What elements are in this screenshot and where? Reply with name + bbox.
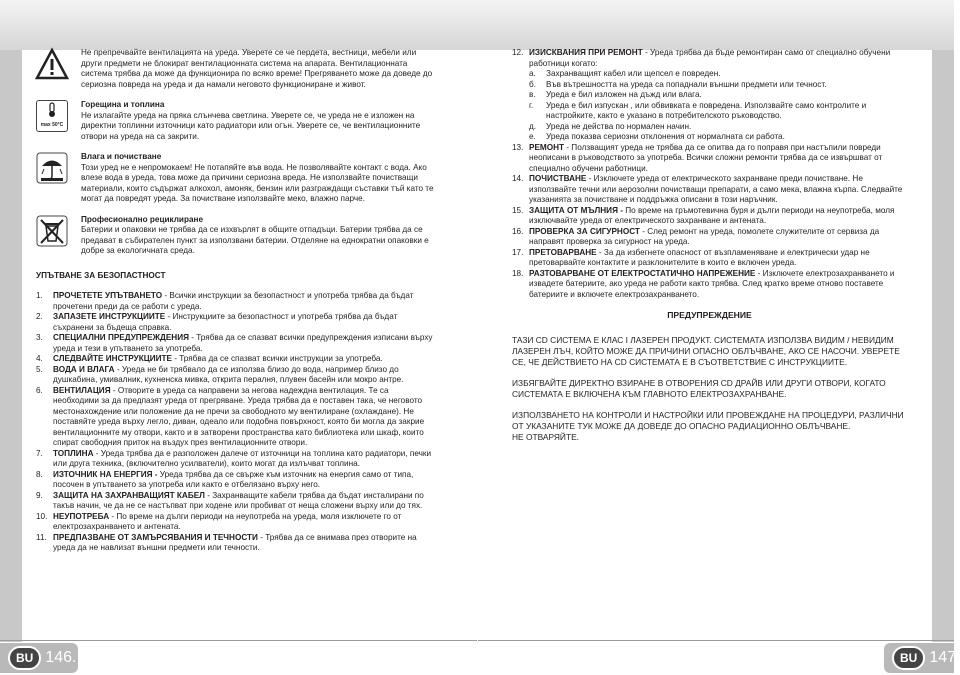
item-text: - Изключете уреда от електрическото захранване преди почистване. Не използвайте течни или аерозолни почистващи препарати, а само мека, влажна кърпа. Следвайте указанията за почистване и поддръжка описани в този наръчник. — [529, 174, 903, 204]
list-item — [36, 449, 436, 470]
repair-conditions-list — [512, 69, 907, 143]
sub-list-item — [512, 69, 907, 80]
sub-item-text: Захранващият кабел или щепсел е повреден. — [546, 69, 721, 78]
safety-list-continued — [512, 143, 907, 301]
sub-item-letter: в. — [529, 90, 536, 99]
recycling-bin-icon — [36, 215, 68, 247]
sub-list-item — [512, 101, 907, 122]
item-number: 14. — [512, 174, 524, 183]
item-title: ПРОВЕРКА ЗА СИГУРНОСТ — [529, 226, 640, 236]
list-item — [512, 174, 907, 206]
sub-list-item — [512, 80, 907, 91]
item-title: ПРЕТОВАРВАНЕ — [529, 247, 597, 257]
sub-item-letter: г. — [529, 100, 534, 110]
list-item — [36, 333, 436, 354]
warning-paragraph: ИЗБЯГВАЙТЕ ДИРЕКТНО ВЗИРАНЕ В ОТВОРЕНИЯ CD ДРАЙВ ИЛИ ДРУГИ ОТВОРИ, КОГАТО СИСТЕМАТА Е ВКЛЮЧЕНА КЪМ ГЛАВНОТО ЕЛЕКТРОЗАХРАНВАНЕ. — [512, 377, 886, 399]
item-title: ПОЧИСТВАНЕ — [529, 174, 587, 183]
item-text: - Уреда не би трябвало да се използва близо до вода, например близо до душкабина, умивалник, кухненска мивка, открита пералня, плувен басейн или мокро антре. — [53, 364, 404, 384]
warning-triangle-icon — [36, 48, 68, 80]
list-item — [512, 143, 907, 175]
page-number: 147. — [929, 649, 960, 666]
item-text: По време на гръмотевична буря и дълги периоди на неупотреба, моля изключвайте уреда от електрическото захранване и антената. — [529, 205, 895, 225]
heat-title: Горещина и топлина — [81, 100, 165, 109]
item-title: ТОПЛИНА — [53, 448, 94, 458]
sub-item-letter: а. — [529, 69, 536, 78]
list-item — [36, 386, 436, 449]
item-text: - Изключете електрозахранването и извадете батериите, ако уреда не работи както трябва. След кратко време отново поставете батериите и включете електрозахранването. — [529, 268, 895, 299]
sub-item-text: Уреда не действа по нормален начин. — [546, 121, 692, 131]
list-item — [512, 206, 907, 227]
item-title: ВОДА И ВЛАГА — [53, 364, 115, 374]
sub-item-text: Уреда е бил изпускан , или обвивката е повредена. Използвайте само контролите и настройките, както е указано в потребителското ръководство. — [546, 100, 867, 120]
heat-icon-label: max 50°C — [40, 121, 64, 128]
warning-title: ПРЕДУПРЕЖДЕНИЕ — [667, 310, 752, 320]
item-title: ИЗИСКВАНИЯ ПРИ РЕМОНТ — [529, 48, 643, 57]
item-text: - Уреда трябва да е разположен далече от източници на топлина като радиатори, печки или друга техника, (включително усилватели), които могат да излъчват топлина. — [53, 448, 432, 468]
item-number: 9. — [36, 490, 43, 500]
item-number: 5. — [36, 364, 43, 374]
warning-text: Не препречвайте вентилацията на уреда. Уверете се че пердета, вестници, мебели или други предмети не блокират вентилационната система на апарата. Вентилационната система трябва да може да функционира по всяко време! Прегряването може да доведе до сериозна повреда на уреда и да намали неговото функциониране и живот. — [81, 48, 433, 89]
item-number: 4. — [36, 354, 43, 363]
laser-warning — [512, 335, 907, 443]
item-number: 2. — [36, 312, 43, 321]
item-title: СПЕЦИАЛНИ ПРЕДУПРЕЖДЕНИЯ — [53, 333, 189, 342]
safety-list — [36, 291, 436, 554]
list-item — [36, 491, 436, 512]
sub-item-text: Във вътрешността на уреда са попаднали външни предмети или течност. — [546, 79, 827, 89]
item-number: 18. — [512, 268, 524, 278]
item-text: - Ползващият уреда не трябва да се опитва да го поправя при настъпили повреди неописани в ръководството за употреба. Всички сложни ремонти трябва да се извършват от специално обучени работници. — [529, 142, 883, 173]
item-number: 16. — [512, 226, 524, 236]
item-number: 15. — [512, 205, 524, 215]
section-title: УПЪТВАНЕ ЗА БЕЗОПАСТНОСТ — [36, 270, 166, 280]
recycling-text: Батерии и опаковки не трябва да се изхвърлят в общите отпадъци. Батерии трябва да се предават в събирателен пункт за използвани батерии. Отделяне на еднократни опаковки е добре за екологичната среда. — [81, 225, 429, 255]
recycling-title: Професионално рециклиране — [81, 214, 204, 224]
item-title: ЗАЩИТА ОТ МЪЛНИЯ - — [529, 205, 623, 215]
item-number: 17. — [512, 247, 524, 257]
language-badge: BU — [8, 646, 41, 670]
page-number: 146. — [45, 649, 77, 666]
list-item — [36, 354, 436, 365]
item-title: СЛЕДВАЙТЕ ИНСТРУКЦИИТЕ — [53, 354, 172, 363]
sub-list-item — [512, 122, 907, 133]
list-item — [512, 227, 907, 248]
item-number: 8. — [36, 469, 43, 479]
item-number: 13. — [512, 142, 524, 152]
item-title: ЗАЩИТА НА ЗАХРАНВАЩИЯТ КАБЕЛ — [53, 490, 205, 500]
item-number: 12. — [512, 48, 524, 57]
item-text: - Трябва да се внимава през отворите на уреда да не навлизат външни предмети или течности. — [53, 532, 417, 552]
page-number-badge-right — [884, 643, 960, 673]
list-item — [36, 533, 436, 554]
list-item — [512, 269, 907, 301]
footer-line-left — [0, 640, 477, 641]
item-title: ПРЕДПАЗВАНЕ ОТ ЗАМЪРСЯВАНИЯ И ТЕЧНОСТИ — [53, 532, 258, 542]
sub-item-text: Уреда показва сериозни отклонения от нормалната си работа. — [546, 132, 785, 141]
right-margin-bar — [932, 50, 954, 642]
item-text: - Захранващите кабели трябва да бъдат инсталирани по такъв начин, че да не се настъпват при ходене или пробиват от неща сложени върху или до тях. — [53, 490, 424, 510]
list-item — [36, 365, 436, 386]
item-text: - Трябва да се спазват всички инструкции за употреба. — [171, 354, 383, 363]
item-title: ИЗТОЧНИК НА ЕНЕРГИЯ - — [53, 469, 158, 479]
list-item — [36, 291, 436, 312]
item-number: 10. — [36, 511, 48, 521]
item-text: - Трябва да се спазват всички предупреждения изписани върху уреда и тези в упътването за употреба. — [53, 333, 433, 353]
item-title: РАЗТОВАРВАНЕ ОТ ЕЛЕКТРОСТАТИЧНО НАПРЕЖЕНИЕ — [529, 268, 756, 278]
item-title: ЗАПАЗЕТЕ ИНСТРУКЦИИТЕ — [53, 312, 166, 321]
heat-icon — [36, 100, 68, 132]
item-text: - Отворите в уреда са направени за негова надеждна вентилация. Те са необходими за да предпазят уреда от прегряване. Уреда трябва да е поставен така, че неговото местонахождение или положение да не пречи за свободното му вентилиране (охлаждане). Не поставяйте уреда върху легло, диван, одеало или подобна повърхност, която би могла да закрие вентилационните му отвори, както и в затворени пространства като библиотека или шкаф, които спират свободния приток на въздух през вентилационните отвори. — [53, 385, 425, 447]
left-page-content — [36, 48, 436, 554]
left-margin-bar — [0, 50, 22, 642]
sub-item-text: Уреда е бил изложен на дъжд или влага. — [546, 90, 702, 99]
item-title: НЕУПОТРЕБА — [53, 511, 110, 521]
sub-item-letter: б. — [529, 79, 536, 89]
moisture-text: Този уред не е непромокаем! Не потапяйте във вода. Не позволявайте контакт с вода. Ако влезе вода в уреда, това може да причини сериозна вреда. Не използвайте почистващи материали, които съдържат алкохол, амоняк, бензин или разграждащи съставки тъй като те могат да повредят уреда. За почистване използвайте меко, влажно парче. — [81, 162, 434, 203]
list-item — [512, 248, 907, 269]
list-item — [36, 312, 436, 333]
warning-paragraph: НЕ ОТВАРЯЙТЕ. — [512, 431, 579, 442]
item-text: - Инструкциите за безопастност и употреба трябва да бъдат съхранени за бъдеща справка. — [53, 312, 398, 332]
item-number: 7. — [36, 448, 43, 458]
item-title: РЕМОНТ — [529, 142, 565, 152]
right-page-content — [512, 48, 907, 453]
page-number-badge-left — [0, 643, 78, 673]
warning-paragraph: ИЗПОЛЗВАНЕТО НА КОНТРОЛИ И НАСТРОЙКИ ИЛИ ПРОВЕЖДАНЕ НА ПРОЦЕДУРИ, РАЗЛИЧНИ ОТ УКАЗАНИТЕ ТУК МОЖЕ ДА ДОВЕДЕ ДО ОПАСНО РАДИАЦИОННО ОБЛЪЧВАНЕ. — [512, 409, 904, 431]
item-number: 3. — [36, 333, 43, 342]
moisture-warning — [36, 152, 436, 205]
item-text: - За да избегнете опасност от възпламеняване и електрически удар не претоварвайте контактите и разклонителите в които е включен уреда. — [529, 247, 870, 267]
item-title: ВЕНТИЛАЦИЯ — [53, 385, 111, 395]
list-item — [36, 512, 436, 533]
heat-text: Не излагайте уреда на пряка слънчева светлина. Уверете се, че уреда не е изложен на директни топлинни източници като радиатори или огън. Уверете се, че вентилационните отвори на уреда на са закрити. — [81, 110, 421, 141]
language-badge: BU — [892, 646, 925, 670]
warning-paragraph: ТАЗИ CD СИСТЕМА Е КЛАС I ЛАЗЕРЕН ПРОДУКТ. СИСТЕМАТА ИЗПОЛЗВА ВИДИМ / НЕВИДИМ ЛАЗЕРЕН ЛЪЧ, КОЙТО МОЖЕ ДА ПРИЧИНИ ОПАСНО ОБЛЪЧВАНЕ, АКО СЕ НАСОЧИ. УВЕРЕТЕ СЕ, ЧЕ ДЕЙСТВИЕТО НА CD СИСТЕМАТА Е В СЪОТВЕТСТВИЕ С ИНСТРУКЦИИТЕ. — [512, 334, 900, 367]
item-text: - След ремонт на уреда, помолете служителите от сервиза да направят проверка за сигурност на уреда. — [529, 226, 880, 246]
item-text: - По време на дълги периоди на неупотреба на уреда, моля изключете го от електрозахранването и антената. — [53, 511, 402, 531]
list-item — [512, 48, 907, 69]
moisture-title: Влага и почистване — [81, 152, 162, 161]
footer-line-right — [478, 640, 954, 641]
recycling-warning — [36, 215, 436, 257]
top-band — [0, 0, 954, 50]
heat-warning — [36, 100, 436, 142]
item-number: 1. — [36, 291, 43, 300]
list-item — [36, 470, 436, 491]
item-title: ПРОЧЕТЕТЕ УПЪТВАНЕТО — [53, 291, 163, 300]
sub-list-item — [512, 90, 907, 101]
item-number: 11. — [36, 532, 47, 542]
item-text: - Всички инструкции за безопастност и употреба трябва да бъдат прочетени преди да се работи с уреда. — [53, 291, 414, 311]
ventilation-warning — [36, 48, 436, 90]
sub-list-item — [512, 132, 907, 143]
item-text: - Уреда трябва да бъде ремонтиран само от специално обучени работници когато: — [529, 48, 891, 68]
item-number: 6. — [36, 385, 43, 395]
sub-item-letter: е. — [529, 132, 536, 141]
moisture-icon — [36, 152, 68, 184]
item-text: Уреда трябва да се свърже към източник на енергия само от типа, посочен в упътването за употреба или както е отбелязано върху него. — [53, 469, 414, 489]
sub-item-letter: д. — [529, 121, 537, 131]
